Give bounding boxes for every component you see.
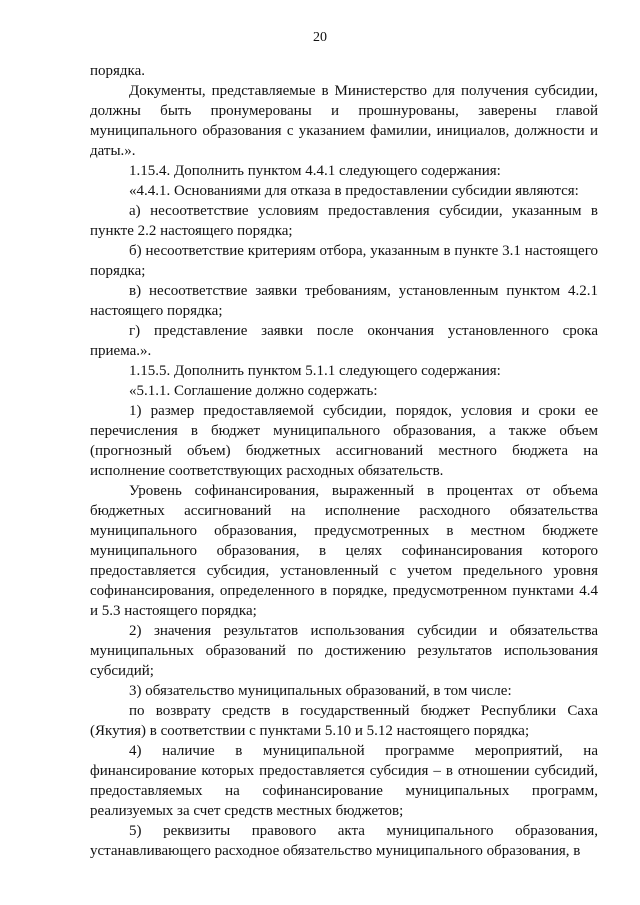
document-body — [90, 61, 598, 861]
paragraph: по возврату средств в государственный бюджет Республики Саха (Якутия) в соответствии с пунктами 5.10 и 5.12 настоящего порядка; — [90, 703, 598, 739]
list-item: а) несоответствие условиям предоставления субсидии, указанным в пункте 2.2 настоящего порядка; — [90, 203, 598, 239]
list-item: б) несоответствие критериям отбора, указанным в пункте 3.1 настоящего порядка; — [90, 243, 598, 279]
list-item: 5) реквизиты правового акта муниципального образования, устанавливающего расходное обязательство муниципального образования, в — [90, 823, 598, 859]
paragraph: Уровень софинансирования, выраженный в процентах от объема бюджетных ассигнований на исполнение расходного обязательства муниципального образования, предусмотренных в местном бюджете муниципального образования, в целях софинансирования которого предоставляется субсидия, установленный с учетом предельного уровня софинансирования, определенного в порядке, предусмотренном пунктами 4.4 и 5.3 настоящего порядка; — [90, 483, 598, 619]
list-item: 2) значения результатов использования субсидии и обязательства муниципальных образований по достижению результатов использования субсидий; — [90, 623, 598, 679]
paragraph: Документы, представляемые в Министерство для получения субсидии, должны быть пронумерованы и прошнурованы, заверены главой муниципального образования с указанием фамилии, инициалов, должности и даты.». — [90, 83, 598, 159]
list-item: 3) обязательство муниципальных образований, в том числе: — [129, 683, 512, 699]
paragraph: «4.4.1. Основаниями для отказа в предоставлении субсидии являются: — [129, 183, 579, 199]
page-number: 20 — [313, 30, 327, 45]
paragraph: порядка. — [90, 63, 146, 79]
list-item: в) несоответствие заявки требованиям, установленным пунктом 4.2.1 настоящего порядка; — [90, 283, 598, 319]
paragraph: 1.15.4. Дополнить пунктом 4.4.1 следующего содержания: — [129, 163, 501, 179]
list-item: 4) наличие в муниципальной программе мероприятий, на финансирование которых предоставляется субсидия – в отношении субсидий, предоставляемых на софинансирование муниципальных программ, реализуемых за счет средств местных бюджетов; — [90, 743, 598, 819]
paragraph: «5.1.1. Соглашение должно содержать: — [129, 383, 378, 399]
list-item: г) представление заявки после окончания установленного срока приема.». — [90, 323, 598, 359]
paragraph: 1.15.5. Дополнить пунктом 5.1.1 следующего содержания: — [129, 363, 501, 379]
list-item: 1) размер предоставляемой субсидии, порядок, условия и сроки ее перечисления в бюджет муниципального образования, а также объем (прогнозный объем) бюджетных ассигнований местного бюджета на исполнение соответствующих расходных обязательств. — [90, 403, 598, 479]
